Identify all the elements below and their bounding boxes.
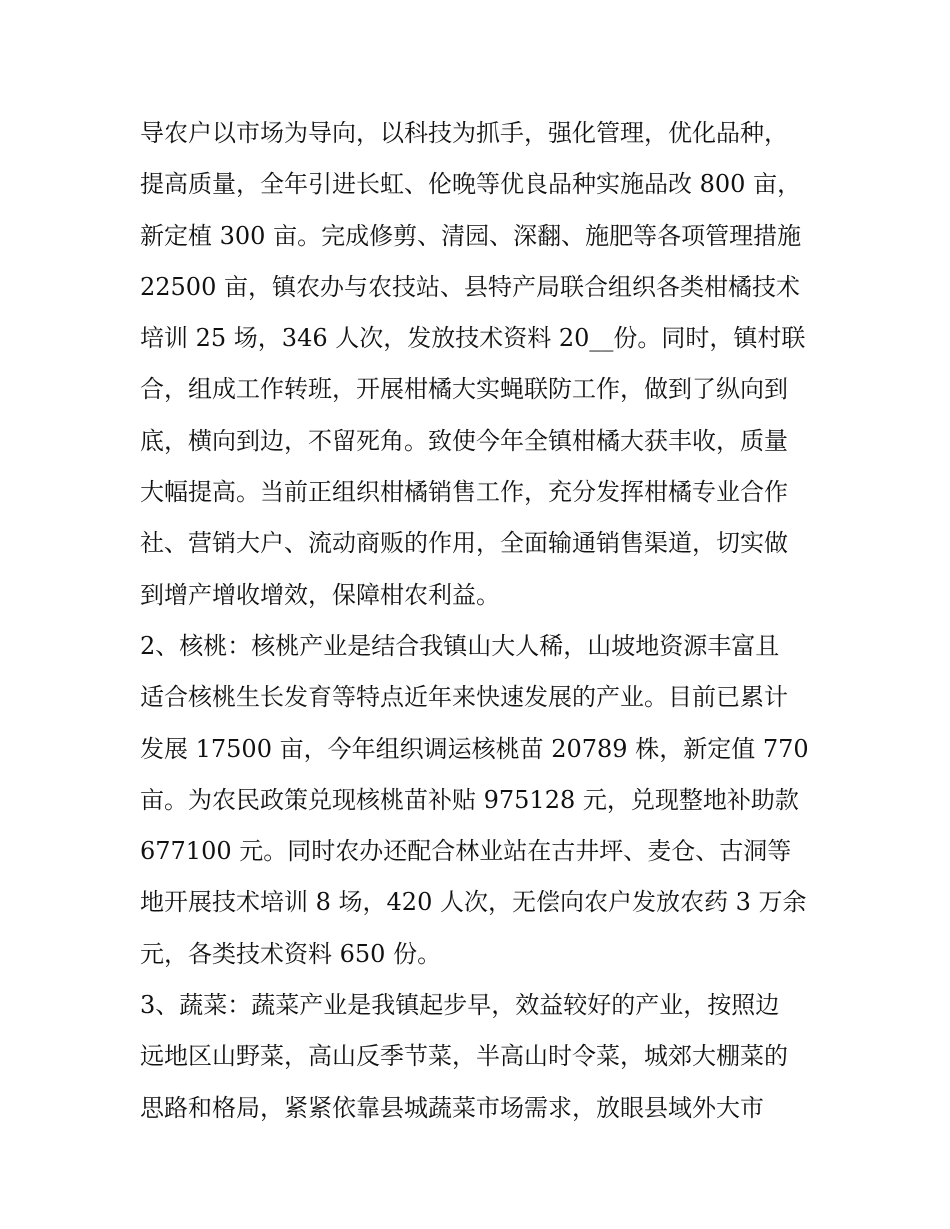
text-line: 3、蔬菜：蔬菜产业是我镇起步早，效益较好的产业，按照边	[140, 991, 780, 1020]
text-line: 导农户以市场为导向，以科技为抓手，强化管理，优化品种，	[140, 119, 788, 147]
text-line: 新定植 300 亩。完成修剪、清园、深翻、施肥等各项管理措施	[140, 221, 802, 250]
text-line: 社、营销大户、流动商贩的作用，全面输通销售渠道，切实做	[140, 529, 788, 558]
text-line: 提高质量，全年引进长虹、伦晚等优良品种实施品改 800 亩，	[140, 170, 802, 199]
text-line: 发展 17500 亩，今年组织调运核桃苗 20789 株，新定值 770	[140, 734, 809, 763]
text-line: 大幅提高。当前正组织柑橘销售工作，充分发挥柑橘专业合作	[140, 478, 788, 507]
text-line: 亩。为农民政策兑现核桃苗补贴 975128 元，兑现整地补助款	[140, 785, 799, 814]
text-line: 677100 元。同时农办还配合林业站在古井坪、麦仓、古洞等	[140, 837, 792, 866]
text-line: 适合核桃生长发育等特点近年来快速发展的产业。目前已累计	[140, 683, 788, 712]
text-line: 合，组成工作转班，开展柑橘大实蝇联防工作，做到了纵向到	[140, 375, 788, 404]
text-line: 培训 25 场，346 人次，发放技术资料 20__份。同时，镇村联	[140, 324, 806, 353]
text-line: 地开展技术培训 8 场，420 人次，无偿向农户发放农药 3 万余	[140, 888, 807, 917]
body-text	[140, 108, 820, 1134]
text-line: 底，横向到边，不留死角。致使今年全镇柑橘大获丰收，质量	[140, 426, 788, 455]
text-line: 远地区山野菜，高山反季节菜，半高山时令菜，城郊大棚菜的	[140, 1042, 788, 1071]
text-line: 22500 亩，镇农办与农技站、县特产局联合组织各类柑橘技术	[140, 272, 800, 301]
text-line: 思路和格局，紧紧依靠县城蔬菜市场需求，放眼县域外大市	[140, 1093, 764, 1122]
text-line: 2、核桃：核桃产业是结合我镇山大人稀，山坡地资源丰富且	[140, 631, 780, 660]
text-line: 元，各类技术资料 650 份。	[140, 939, 442, 968]
text-line: 到增产增收增效，保障柑农利益。	[140, 580, 500, 609]
